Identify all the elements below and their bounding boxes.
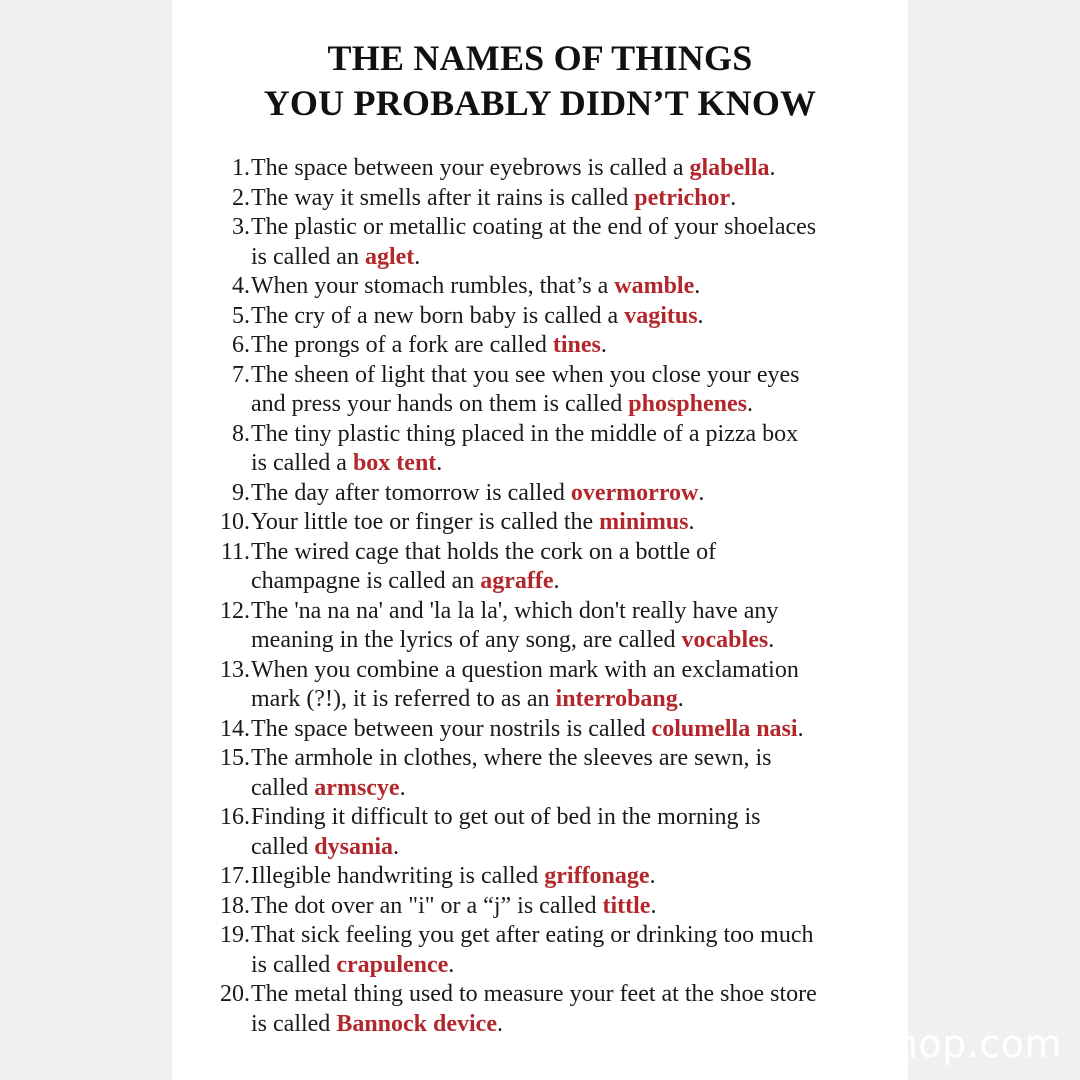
list-item <box>208 538 898 597</box>
term-highlight: minimus <box>599 509 689 535</box>
term-highlight: crapulence <box>336 951 449 978</box>
item-text: mark (?!), it is referred to as an <box>251 686 556 712</box>
term-highlight: vocables <box>681 627 769 653</box>
list-item <box>208 420 898 479</box>
list-item <box>208 213 898 272</box>
item-line <box>251 862 898 892</box>
item-line <box>251 449 898 479</box>
item-text: . <box>650 892 657 919</box>
item-line <box>251 597 898 627</box>
item-text: The 'na na na' and 'la la la', which don't really have any <box>251 597 779 624</box>
item-text: called <box>251 833 315 860</box>
item-line <box>251 243 898 273</box>
item-text: The dot over an "i" or a “j” is called <box>251 892 603 919</box>
item-text: That sick feeling you get after eating or drinking too much <box>251 922 814 948</box>
list-item <box>208 656 898 715</box>
item-number: 17. <box>220 863 250 889</box>
item-line <box>251 656 898 686</box>
item-text: . <box>553 568 560 594</box>
term-highlight: tines <box>552 332 601 358</box>
item-text: . <box>436 450 443 476</box>
list-item <box>208 715 898 745</box>
document-page <box>172 0 908 1080</box>
item-line <box>251 420 898 450</box>
item-text: When you combine a question mark with an exclamation <box>251 656 799 683</box>
item-text: . <box>497 1010 503 1037</box>
item-text: . <box>399 774 406 801</box>
term-highlight: agraffe <box>480 568 554 594</box>
item-text: . <box>677 686 684 712</box>
item-number: 11. <box>220 538 250 565</box>
item-line <box>251 331 898 361</box>
item-text: . <box>797 715 804 742</box>
item-text: is called a <box>251 450 353 476</box>
term-highlight: glabella <box>689 155 770 181</box>
title-line-1: THE NAMES OF THINGS <box>327 38 753 78</box>
item-text: . <box>393 833 399 860</box>
item-number: 9. <box>232 479 250 506</box>
term-highlight: griffonage <box>544 863 650 889</box>
item-text: Finding it difficult to get out of bed in the morning is <box>251 804 761 830</box>
term-highlight: vagitus <box>624 302 698 329</box>
term-highlight: columella nasi <box>651 715 798 742</box>
item-number: 20. <box>220 981 250 1007</box>
item-text: is called an <box>251 243 365 270</box>
item-number: 5. <box>232 302 250 329</box>
item-number: 2. <box>232 184 250 211</box>
list-item <box>208 361 898 420</box>
item-text: . <box>688 509 695 535</box>
term-highlight: Bannock device <box>336 1010 497 1037</box>
item-text: . <box>746 391 753 417</box>
item-line <box>251 272 898 302</box>
item-number: 19. <box>220 922 250 948</box>
item-text: champagne is called an <box>251 568 481 594</box>
item-number: 10. <box>220 509 250 535</box>
page-title <box>172 36 908 126</box>
item-text: and press your hands on them is called <box>251 391 629 417</box>
term-highlight: overmorrow <box>570 479 699 506</box>
list-item <box>208 508 898 538</box>
item-line <box>251 921 898 951</box>
item-line <box>251 213 898 243</box>
item-text: The sheen of light that you see when you close your eyes <box>251 361 800 388</box>
item-text: . <box>730 184 737 211</box>
list-item <box>208 744 898 803</box>
list-item <box>208 154 898 184</box>
term-highlight: box tent <box>352 450 437 476</box>
item-text: The wired cage that holds the cork on a bottle of <box>251 538 717 565</box>
item-number: 16. <box>220 804 250 830</box>
list-item <box>208 862 898 892</box>
item-number: 3. <box>232 214 250 240</box>
term-highlight: phosphenes <box>628 391 747 417</box>
item-text: . <box>448 951 455 978</box>
item-text: . <box>768 627 775 653</box>
item-number: 1. <box>232 155 250 181</box>
item-line <box>251 685 898 715</box>
item-text: . <box>698 479 705 506</box>
item-number: 13. <box>220 656 250 683</box>
item-line <box>251 1010 898 1040</box>
item-line <box>251 803 898 833</box>
item-text: meaning in the lyrics of any song, are called <box>251 627 682 653</box>
item-number: 14. <box>220 715 250 742</box>
item-text: The way it smells after it rains is called <box>251 184 635 211</box>
list-item <box>208 980 898 1039</box>
item-number: 7. <box>232 361 250 388</box>
item-text: Illegible handwriting is called <box>251 863 545 889</box>
item-text: The tiny plastic thing placed in the middle of a pizza box <box>251 420 799 447</box>
item-number: 15. <box>220 745 250 771</box>
term-highlight: petrichor <box>634 184 731 211</box>
item-text: called <box>251 774 315 801</box>
item-text: . <box>600 332 607 358</box>
facts-list <box>208 154 898 1039</box>
list-item <box>208 803 898 862</box>
item-number: 6. <box>232 332 250 358</box>
item-text: . <box>414 243 421 270</box>
item-line <box>251 184 898 214</box>
item-line <box>251 774 898 804</box>
term-highlight: aglet <box>364 243 415 270</box>
item-number: 8. <box>232 420 250 447</box>
item-text: The cry of a new born baby is called a <box>251 302 625 329</box>
item-text: The space between your nostrils is called <box>251 715 652 742</box>
item-line <box>251 361 898 391</box>
item-number: 18. <box>220 892 250 919</box>
term-highlight: dysania <box>314 833 393 860</box>
item-number: 4. <box>232 273 250 299</box>
item-text: . <box>694 273 701 299</box>
item-text: The day after tomorrow is called <box>251 479 571 506</box>
item-text: The space between your eyebrows is called a <box>251 155 690 181</box>
term-highlight: tittle <box>602 892 651 919</box>
item-line <box>251 715 898 745</box>
item-line <box>251 626 898 656</box>
item-text: The armhole in clothes, where the sleeves are sewn, is <box>251 745 772 771</box>
item-text: When your stomach rumbles, that’s a <box>251 273 615 299</box>
item-line <box>251 302 898 332</box>
item-text: Your little toe or finger is called the <box>251 509 600 535</box>
item-line <box>251 154 898 184</box>
item-line <box>251 567 898 597</box>
item-number: 12. <box>220 597 250 624</box>
item-line <box>251 892 898 922</box>
list-item <box>208 184 898 214</box>
item-text: The plastic or metallic coating at the end of your shoelaces <box>251 214 817 240</box>
list-item <box>208 302 898 332</box>
item-line <box>251 479 898 509</box>
item-text: The prongs of a fork are called <box>251 332 553 358</box>
title-line-2: YOU PROBABLY DIDN’T KNOW <box>263 83 817 123</box>
term-highlight: wamble <box>614 273 695 299</box>
item-line <box>251 538 898 568</box>
term-highlight: interrobang <box>555 686 678 712</box>
item-text: is called <box>251 951 337 978</box>
item-text: . <box>769 155 776 181</box>
item-line <box>251 744 898 774</box>
item-line <box>251 980 898 1010</box>
list-item <box>208 272 898 302</box>
list-item <box>208 892 898 922</box>
list-item <box>208 921 898 980</box>
list-item <box>208 331 898 361</box>
watermark: hop.com <box>893 1022 1062 1066</box>
item-line <box>251 508 898 538</box>
list-item <box>208 479 898 509</box>
item-text: The metal thing used to measure your feet at the shoe store <box>251 981 817 1007</box>
item-line <box>251 951 898 981</box>
item-text: is called <box>251 1010 337 1037</box>
list-item <box>208 597 898 656</box>
item-line <box>251 390 898 420</box>
item-text: . <box>649 863 656 889</box>
item-text: . <box>697 302 704 329</box>
item-line <box>251 833 898 863</box>
term-highlight: armscye <box>314 774 400 801</box>
